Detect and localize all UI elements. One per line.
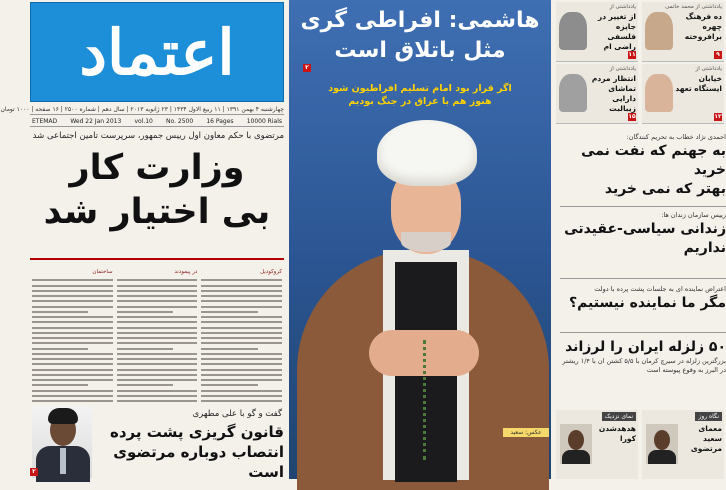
text-column	[201, 262, 282, 402]
text-line	[117, 321, 198, 323]
text-line	[117, 379, 198, 381]
text-line	[117, 369, 198, 371]
text-line	[32, 337, 113, 339]
page-marker: ۲	[303, 64, 311, 72]
tile-kicker: یادداشتی از	[695, 66, 722, 72]
center-subhead	[289, 82, 551, 108]
text-line	[32, 384, 88, 386]
text-line	[32, 390, 113, 392]
text-line	[117, 400, 198, 402]
page-marker: ۱۱	[628, 51, 636, 58]
text-line	[32, 306, 113, 308]
tile-headline: هدهدشدن کورا	[598, 424, 636, 443]
story-headline-line: زندانی سیاسی-عقیدتی	[564, 221, 726, 237]
text-line	[201, 316, 282, 318]
story-headline-line: بهتر که نمی خرید	[604, 181, 726, 197]
text-line	[32, 285, 113, 287]
text-line	[201, 348, 257, 350]
text-line	[117, 279, 198, 281]
right-story[interactable]	[560, 210, 726, 258]
center-headline	[289, 6, 551, 66]
text-line	[201, 369, 282, 371]
text-line	[32, 348, 88, 350]
text-line	[32, 379, 113, 381]
text-line	[32, 369, 113, 371]
tile-label: نگاه روز	[695, 412, 722, 421]
story-kicker: اعتراض نماینده ای به جلسات پشت پرده با دولت	[594, 285, 726, 293]
bottom-left-headline[interactable]	[96, 422, 284, 482]
text-line	[201, 332, 282, 334]
text-line	[117, 390, 198, 392]
text-line	[32, 342, 113, 344]
text-line	[201, 390, 282, 392]
text-line	[32, 279, 113, 281]
masthead	[30, 2, 284, 102]
text-line	[117, 363, 198, 365]
bottom-left-kicker: گفت و گو با علی مطهری	[192, 409, 282, 419]
page-marker: ۱۲	[714, 113, 722, 120]
column-head: کروکودیل	[260, 269, 282, 275]
newspaper-logo: اعتماد	[79, 15, 235, 89]
right-story[interactable]	[560, 338, 726, 375]
dateline-english	[30, 116, 284, 127]
tile-photo	[560, 424, 592, 464]
text-line	[32, 353, 113, 355]
text-line	[117, 332, 198, 334]
text-line	[117, 327, 198, 329]
tile-photo	[645, 74, 673, 112]
text-line	[201, 290, 282, 292]
text-line	[201, 395, 282, 397]
page-marker: ۲	[30, 468, 38, 476]
text-line	[201, 279, 282, 281]
page-marker: ۱۵	[628, 113, 636, 120]
text-line	[32, 332, 113, 334]
headline-line: هاشمی: افراطی گری	[300, 8, 540, 33]
text-line	[201, 321, 282, 323]
text-line	[117, 395, 198, 397]
text-line	[117, 300, 198, 302]
text-line	[117, 290, 198, 292]
divider	[560, 206, 726, 207]
teaser-tile[interactable]	[642, 2, 724, 62]
divider	[560, 332, 726, 333]
text-line	[117, 358, 198, 360]
text-line	[32, 300, 113, 302]
story-headline-line: نداریم	[683, 240, 726, 256]
text-line	[201, 337, 282, 339]
tile-title: خیابان ایستگاه تعهد	[675, 74, 722, 93]
text-line	[201, 400, 282, 402]
text-line	[32, 363, 113, 365]
right-story[interactable]	[560, 132, 726, 199]
tile-label: نمای نزدیک	[602, 412, 636, 421]
text-line	[117, 353, 198, 355]
text-line	[201, 306, 282, 308]
text-line	[32, 311, 88, 313]
text-line	[201, 285, 282, 287]
text-line	[201, 295, 282, 297]
photo-credit: عکس: سعید	[503, 428, 549, 437]
body-columns	[32, 262, 282, 402]
text-line	[32, 374, 113, 376]
text-line	[32, 395, 113, 397]
headline-line: انتصاب دوباره مرتضوی است	[113, 443, 284, 481]
text-line	[201, 379, 282, 381]
dateline-en-item: 16 Pages	[206, 118, 234, 125]
text-line	[201, 300, 282, 302]
text-line	[117, 285, 198, 287]
dateline-persian: چهارشنبه ۴ بهمن ۱۳۹۱ | ۱۱ ربیع الاول ۱۴۳۴ | ۲۳ ژانویه ۲۰۱۳ | سال دهم | شماره ۲۵۰۰ | ۱۶ صفحه | ۱۰۰۰ تومان	[0, 106, 284, 113]
text-line	[117, 306, 198, 308]
text-line	[117, 384, 173, 386]
tile-photo	[645, 12, 673, 50]
headline-line: بی اختیار شد	[43, 192, 271, 232]
text-line	[32, 327, 113, 329]
red-divider	[30, 258, 284, 260]
tile-kicker: یادداشتی از	[609, 4, 636, 10]
text-line	[32, 295, 113, 297]
tile-kicker: یادداشتی از محمد خاتمی	[665, 4, 722, 10]
prayer-beads-icon	[423, 340, 435, 460]
text-line	[201, 327, 282, 329]
subhead-line: اگر قرار بود امام تسلیم افراطیون شود	[328, 83, 512, 94]
beard-shape	[401, 232, 451, 252]
close-up-tile[interactable]	[556, 410, 638, 479]
main-story-kicker: مرتضوی با حکم معاون اول رییس جمهور، سرپرست تامین اجتماعی شد	[32, 131, 284, 141]
text-line	[117, 337, 198, 339]
divider	[560, 278, 726, 279]
tile-headline: معمای سعید مرتضوی	[690, 424, 722, 453]
text-line	[32, 400, 113, 402]
dateline-en-item: vol.10	[134, 118, 153, 125]
headline-line: وزارت کار	[69, 148, 245, 188]
story-kicker: احمدی نژاد خطاب به تحریم کنندگان:	[626, 133, 726, 141]
center-photo-story[interactable]	[289, 0, 551, 479]
tile-photo	[559, 74, 587, 112]
text-line	[201, 311, 257, 313]
text-line	[117, 348, 173, 350]
text-line	[201, 363, 282, 365]
text-line	[32, 321, 113, 323]
text-column	[117, 262, 198, 402]
dateline-en-item: No. 2500	[166, 118, 194, 125]
text-line	[32, 358, 113, 360]
story-headline-line: به جهنم که نفت نمی خرید	[581, 143, 726, 178]
headline-line: مثل باتلاق است	[334, 38, 506, 63]
view-of-day-tile[interactable]	[642, 410, 724, 479]
text-line	[117, 311, 173, 313]
text-line	[201, 358, 282, 360]
text-line	[117, 374, 198, 376]
page-marker: ۹	[714, 51, 722, 59]
tile-title: ده فرهنگ چهره برافروخته	[684, 12, 722, 41]
story-headline-line: ۵۰ زلزله ایران را لرزاند	[565, 339, 726, 355]
text-column	[32, 262, 113, 402]
dateline-en-item: ETEMAD	[32, 118, 58, 125]
tile-title: انتظار مردم تماشای دارایی زیبالبت	[591, 74, 636, 113]
dateline-en-item: Wed 22 Jan 2013	[70, 118, 122, 125]
teaser-tile[interactable]	[556, 64, 638, 124]
motahari-portrait	[32, 406, 92, 478]
dateline-en-item: 10000 Rials	[246, 118, 282, 125]
tile-title: از تغییر در جایزه فلسفی راضی ام	[597, 12, 636, 51]
story-summary: بزرگترین زلزله در سیرچ کرمان با ۵/۵ کشتن ان با ۱/۴ ریشتر در البرز به وقوع پیوسته است	[562, 357, 726, 374]
text-line	[201, 342, 282, 344]
story-headline-line: مگر ما نماینده نیستیم؟	[568, 295, 726, 311]
tile-photo	[559, 12, 587, 50]
column-head: ساختمان	[92, 269, 113, 275]
subhead-line: هنوز هم با عراق در جنگ بودیم	[348, 96, 492, 107]
main-story-headline[interactable]	[30, 146, 284, 234]
text-line	[201, 384, 257, 386]
text-line	[32, 316, 113, 318]
right-story[interactable]	[560, 284, 726, 313]
text-line	[117, 316, 198, 318]
text-line	[201, 374, 282, 376]
teaser-tile[interactable]	[642, 64, 724, 124]
text-line	[117, 342, 198, 344]
turban-shape	[377, 120, 477, 186]
tile-kicker: یادداشتی از	[609, 66, 636, 72]
teaser-tile[interactable]	[556, 2, 638, 62]
story-kicker: رییس سازمان زندان ها:	[661, 211, 726, 219]
headline-line: قانون گریزی پشت پرده	[109, 423, 284, 441]
text-line	[201, 353, 282, 355]
column-head: در پیمودند	[174, 269, 198, 275]
text-line	[32, 290, 113, 292]
tile-photo	[646, 424, 678, 464]
text-line	[117, 295, 198, 297]
